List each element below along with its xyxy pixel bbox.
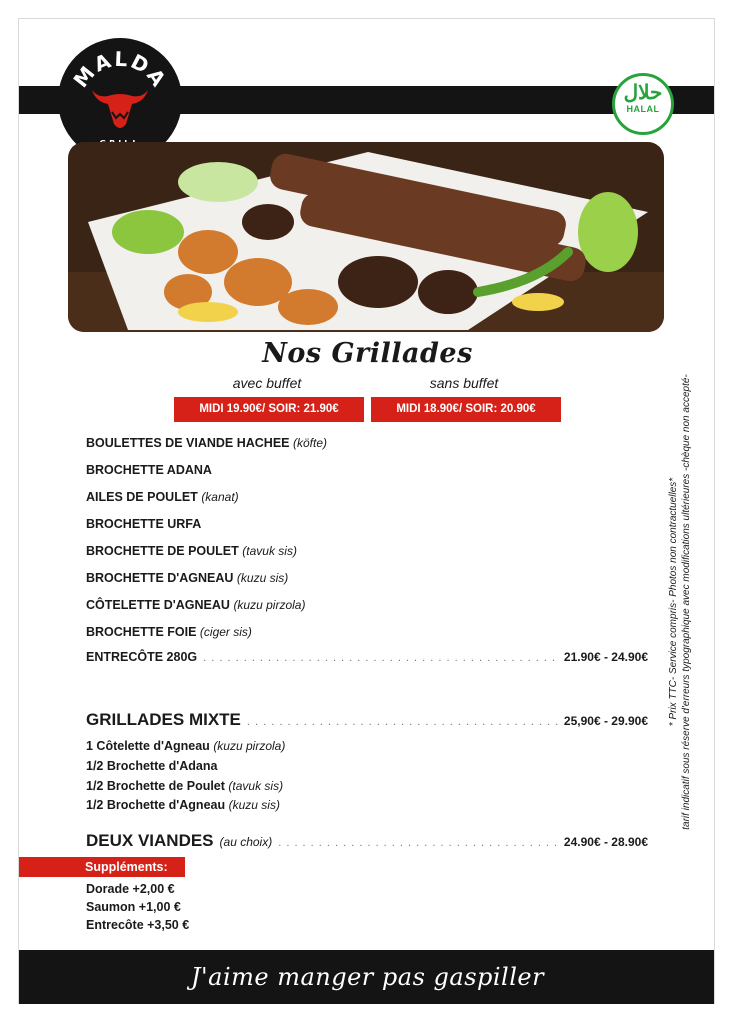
mixte-line: [86, 798, 280, 812]
menu-item: [86, 436, 327, 450]
mixte-line-note: (kuzu pirzola): [213, 739, 286, 753]
menu-item-name: CÔTELETTE D'AGNEAU: [86, 598, 230, 612]
halal-badge: [612, 73, 674, 135]
deux-viandes-note: (au choix): [219, 835, 273, 849]
menu-item-name: BROCHETTE ADANA: [86, 463, 212, 477]
legal-note-line1: * Prix TTC- Service compris- Photos non contractuelles*: [668, 477, 679, 727]
entrecote-name: ENTRECÔTE 280G: [86, 650, 198, 664]
deux-viandes-row: [86, 831, 648, 851]
with-buffet-price-tag: MIDI 19.90€/ SOIR: 21.90€: [174, 397, 364, 422]
menu-item: [86, 517, 201, 531]
dot-leader: [203, 652, 558, 664]
mixte-line: [86, 739, 285, 753]
menu-item-name: BROCHETTE DE POULET: [86, 544, 239, 558]
menu-item-name: BROCHETTE FOIE: [86, 625, 197, 639]
menu-item: [86, 571, 288, 585]
mixte-line-text: 1/2 Brochette d'Adana: [86, 759, 218, 773]
menu-item-note: (köfte): [292, 436, 327, 450]
menu-item: [86, 544, 297, 558]
mixte-price: 25,90€ - 29.90€: [563, 714, 648, 728]
brand-name: MALDA: [68, 46, 172, 93]
halal-label: HALAL: [626, 104, 660, 114]
menu-item: [86, 598, 305, 612]
menu-item-note: (kuzu sis): [236, 571, 289, 585]
halal-arabic: حلال: [623, 82, 663, 104]
grill-platter-photo: [68, 142, 664, 332]
mixte-line-text: 1 Côtelette d'Agneau: [86, 739, 210, 753]
without-buffet-label: sans buffet: [429, 375, 499, 391]
menu-item-name: BOULETTES DE VIANDE HACHEE: [86, 436, 290, 450]
menu-item-note: (ciger sis): [199, 625, 252, 639]
mixte-line-text: 1/2 Brochette d'Agneau: [86, 798, 226, 812]
mixte-line: [86, 759, 217, 773]
supplements-label: Suppléments:: [19, 857, 185, 877]
mixte-row: [86, 710, 648, 730]
without-buffet-price-tag: MIDI 18.90€/ SOIR: 20.90€: [371, 397, 561, 422]
footer-slogan: J'aime manger pas gaspiller: [190, 963, 545, 991]
legal-note-line2: tarif indicatif sous réserve d'erreurs typographique avec modifications ultérieures -chèque non accepté-: [681, 374, 692, 830]
dot-leader: [247, 716, 558, 728]
mixte-line-text: 1/2 Brochette de Poulet: [86, 779, 225, 793]
deux-viandes-price: 24.90€ - 28.90€: [563, 835, 648, 849]
menu-item-name: AILES DE POULET: [86, 490, 198, 504]
entrecote-row: [86, 650, 648, 664]
mixte-line-note: (kuzu sis): [228, 798, 280, 812]
legal-note: [667, 297, 693, 907]
entrecote-price: 21.90€ - 24.90€: [563, 650, 648, 664]
mixte-line-note: (tavuk sis): [228, 779, 284, 793]
menu-item: [86, 463, 212, 477]
section-title: Nos Grillades: [262, 338, 473, 369]
menu-item-name: BROCHETTE D'AGNEAU: [86, 571, 234, 585]
with-buffet-label: avec buffet: [232, 375, 302, 391]
menu-item-note: (tavuk sis): [242, 544, 297, 558]
menu-item-note: (kuzu pirzola): [233, 598, 306, 612]
menu-item-note: (kanat): [201, 490, 239, 504]
dot-leader: [278, 837, 558, 849]
mixte-title: GRILLADES MIXTE: [86, 710, 241, 729]
mixte-line: [86, 779, 283, 793]
supplement-item: Dorade +2,00 €: [86, 882, 175, 896]
deux-viandes-title: DEUX VIANDES: [86, 831, 214, 850]
menu-item-name: BROCHETTE URFA: [86, 517, 202, 531]
supplement-item: Saumon +1,00 €: [86, 900, 181, 914]
menu-item: [86, 625, 252, 639]
menu-item: [86, 490, 239, 504]
supplement-item: Entrecôte +3,50 €: [86, 918, 190, 932]
